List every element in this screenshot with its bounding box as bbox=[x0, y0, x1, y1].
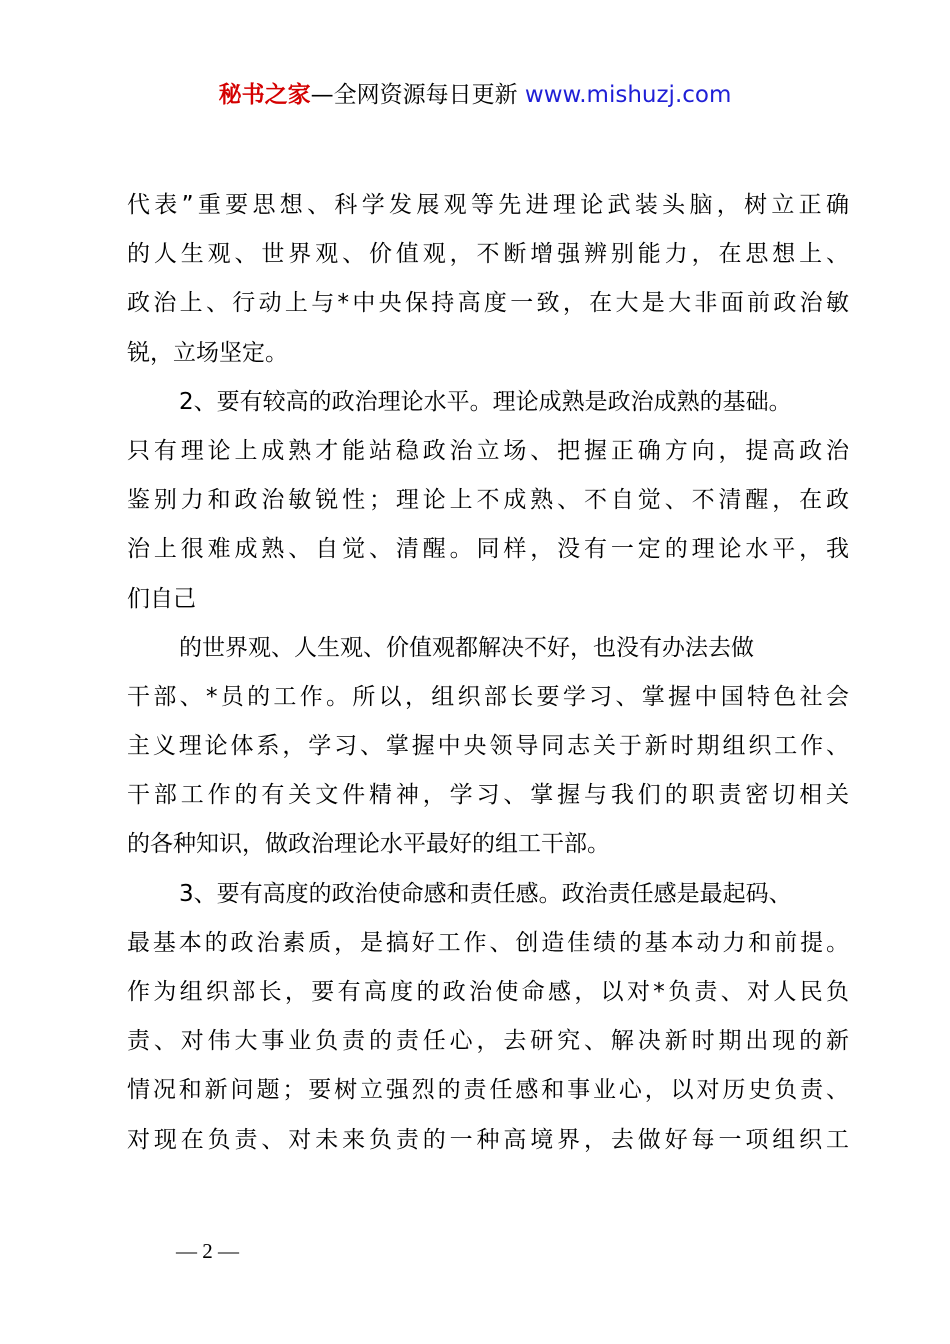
text-line: 干部、*员的工作。所以，组织部长要学习、掌握中国特色社会 bbox=[127, 683, 849, 710]
text-line: 政治上、行动上与*中央保持高度一致，在大是大非面前政治敏 bbox=[127, 290, 849, 317]
text-line: 干部工作的有关文件精神，学习、掌握与我们的职责密切相关 bbox=[127, 782, 849, 809]
text-line: 最基本的政治素质，是搞好工作、创造佳绩的基本动力和前提。 bbox=[127, 929, 849, 956]
document-header bbox=[0, 78, 950, 112]
text-line: 们自己 bbox=[127, 585, 196, 612]
text-line: 锐，立场坚定。 bbox=[127, 339, 288, 366]
text-line: 责、对伟大事业负责的责任心，去研究、解决新时期出现的新 bbox=[127, 1028, 849, 1055]
brand-name: 秘书之家 bbox=[218, 82, 311, 108]
text-line: 3、要有高度的政治使命感和责任感。政治责任感是最起码、 bbox=[179, 880, 792, 907]
text-line: 情况和新问题；要树立强烈的责任感和事业心，以对历史负责、 bbox=[127, 1077, 849, 1104]
header-tagline: —全网资源每日更新 bbox=[310, 82, 525, 108]
text-line: 作为组织部长，要有高度的政治使命感，以对*负责、对人民负 bbox=[127, 979, 849, 1005]
document-body bbox=[127, 181, 849, 1165]
website-link[interactable]: www.mishuzj.com bbox=[524, 82, 732, 108]
text-line: 对现在负责、对未来负责的一种高境界，去做好每一项组织工 bbox=[127, 1126, 849, 1153]
text-line: 的人生观、世界观、价值观，不断增强辨别能力，在思想上、 bbox=[127, 241, 849, 268]
text-line: 的世界观、人生观、价值观都解决不好，也没有办法去做 bbox=[179, 634, 754, 661]
page-number: — 2 — bbox=[176, 1239, 239, 1263]
text-line: 治上很难成熟、自觉、清醒。同样，没有一定的理论水平，我 bbox=[127, 536, 849, 563]
text-line: 鉴别力和政治敏锐性；理论上不成熟、不自觉、不清醒，在政 bbox=[127, 487, 849, 514]
text-line: 主义理论体系，学习、掌握中央领导同志关于新时期组织工作、 bbox=[127, 733, 849, 760]
text-line: 2、要有较高的政治理论水平。理论成熟是政治成熟的基础。 bbox=[179, 388, 792, 415]
text-line: 的各种知识，做政治理论水平最好的组工干部。 bbox=[127, 831, 610, 858]
text-line: 代表”重要思想、科学发展观等先进理论武装头脑，树立正确 bbox=[127, 192, 849, 218]
text-line: 只有理论上成熟才能站稳政治立场、把握正确方向，提高政治 bbox=[127, 437, 849, 464]
